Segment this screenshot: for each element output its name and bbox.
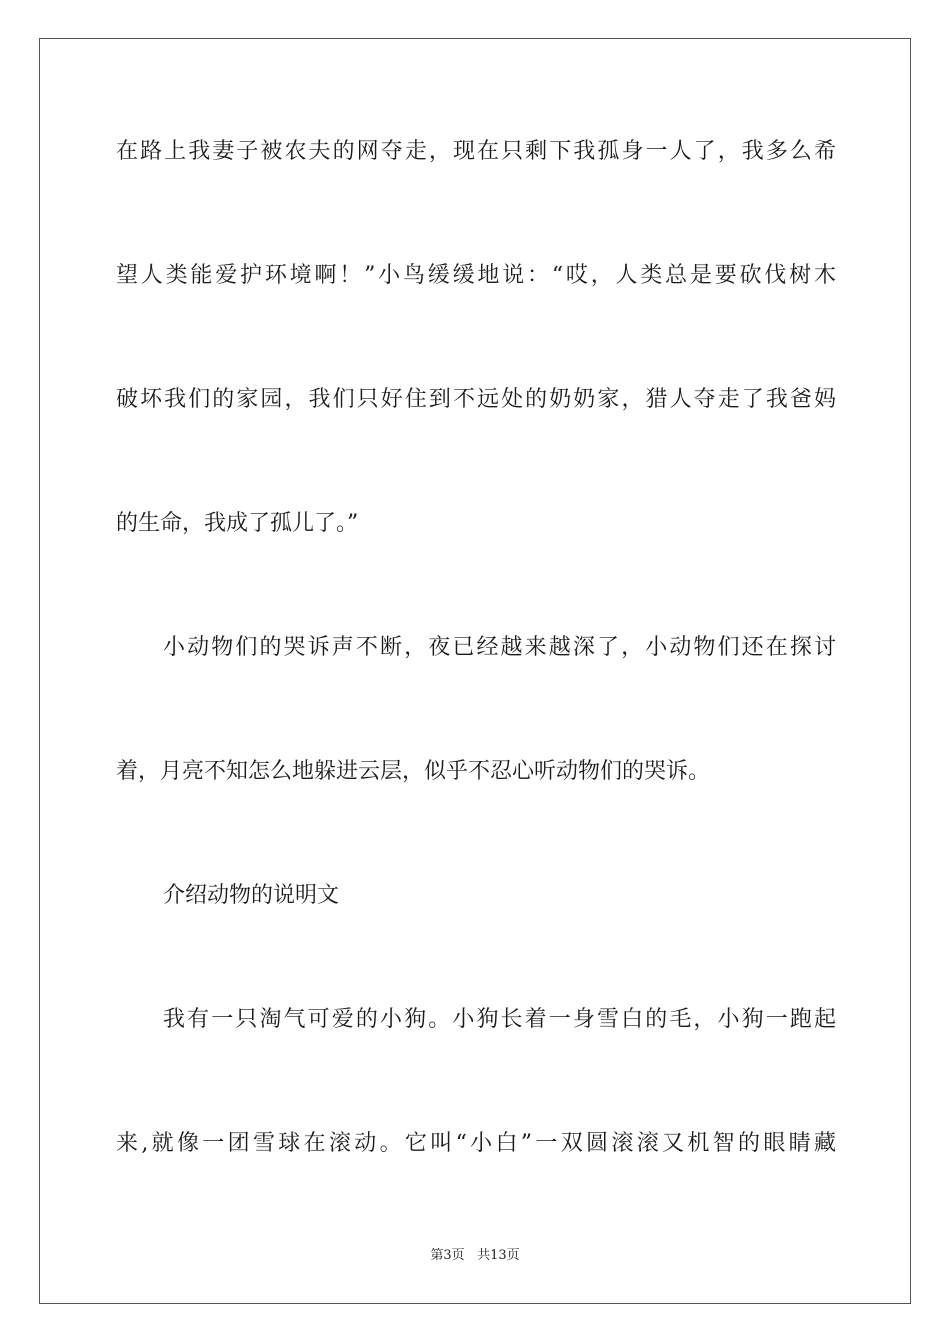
text-line-2: 望人类能爱护环境啊！”小鸟缓缓地说：“哎，人类总是要砍伐树木 xyxy=(116,263,836,288)
text-line-6: 着，月亮不知怎么地躲进云层，似乎不忍心听动物们的哭诉。 xyxy=(116,759,711,784)
text-line-9: 来,就像一团雪球在滚动。它叫“小白”一双圆滚滚又机智的眼睛藏 xyxy=(116,1131,836,1156)
text-line-4: 的生命，我成了孤儿了。” xyxy=(116,511,359,536)
text-line-8: 我有一只淘气可爱的小狗。小狗长着一身雪白的毛，小狗一跑起 xyxy=(163,1007,836,1032)
page-footer xyxy=(0,1247,950,1265)
section-heading: 介绍动物的说明文 xyxy=(163,883,340,908)
page-number: 第3页 xyxy=(430,1248,465,1263)
page-total: 共13页 xyxy=(477,1248,520,1263)
text-line-1: 在路上我妻子被农夫的网夺走，现在只剩下我孤身一人了，我多么希 xyxy=(116,139,836,164)
text-line-3: 破坏我们的家园，我们只好住到不远处的奶奶家，猎人夺走了我爸妈 xyxy=(116,387,836,412)
page-border xyxy=(39,38,911,1304)
text-line-5: 小动物们的哭诉声不断，夜已经越来越深了，小动物们还在探讨 xyxy=(163,635,836,660)
